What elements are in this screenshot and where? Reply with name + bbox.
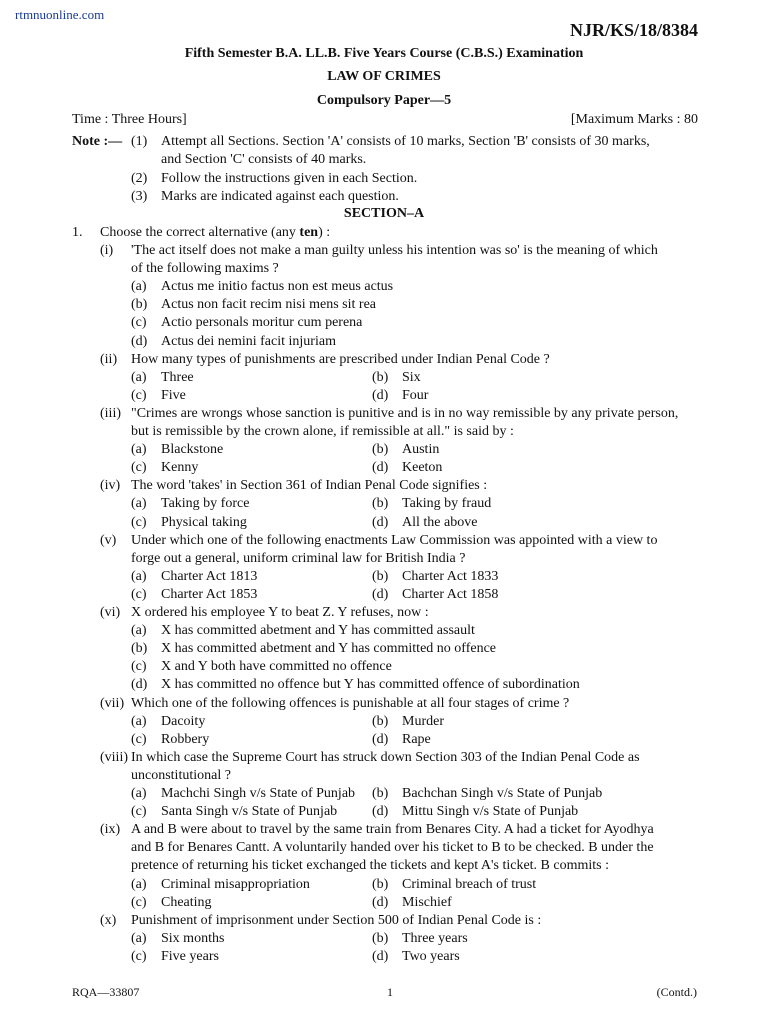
option-text: Criminal breach of trust [402, 876, 537, 892]
note-item-text: Follow the instructions given in each Section. [161, 170, 418, 186]
subquestion-text: and B for Benares Cantt. A voluntarily handed over his ticket to B to be checked. B under the [131, 840, 654, 856]
question-number: 1. [72, 225, 83, 240]
option-text: Physical taking [161, 514, 247, 530]
option-text: Santa Singh v/s State of Punjab [161, 804, 338, 820]
option-text: Austin [402, 442, 440, 458]
option-letter: (b) [372, 786, 389, 801]
subquestion-text: Punishment of imprisonment under Section 500 of Indian Penal Code is : [131, 912, 542, 928]
subquestion-number: (i) [100, 243, 114, 258]
option-text: X has committed abetment and Y has committed no offence [161, 641, 496, 657]
subquestion-text: unconstitutional ? [131, 767, 231, 783]
paper-code: NJR/KS/18/8384 [569, 20, 698, 40]
note-item-text: and Section 'C' consists of 40 marks. [161, 152, 367, 168]
section-a-title: SECTION–A [343, 206, 425, 221]
option-letter: (d) [131, 333, 148, 349]
note-item-text: Attempt all Sections. Section 'A' consists of 10 marks, Section 'B' consists of 30 marks, [161, 134, 650, 149]
option-text: Mischief [402, 894, 452, 910]
option-text: Three years [402, 930, 468, 946]
option-text: Criminal misappropriation [161, 876, 310, 892]
time-label: Time : Three Hours] [72, 112, 187, 127]
option-letter: (b) [131, 641, 148, 657]
subquestion-number: (iv) [100, 478, 121, 494]
option-letter: (a) [131, 876, 147, 892]
option-text: Actus dei nemini facit injuriam [161, 333, 336, 349]
option-text: Three [161, 369, 194, 385]
option-letter: (a) [131, 713, 147, 729]
subject-title: LAW OF CRIMES [327, 69, 441, 84]
option-letter: (a) [131, 369, 147, 385]
option-letter: (c) [131, 948, 147, 964]
subquestion-text: forge out a general, uniform criminal law for British India ? [131, 550, 466, 566]
note-item-number: (3) [131, 189, 148, 205]
option-letter: (c) [131, 460, 147, 476]
option-text: Murder [402, 713, 444, 729]
option-text: Two years [402, 948, 460, 964]
note-label: Note :— [72, 134, 123, 149]
option-letter: (a) [131, 568, 147, 584]
option-letter: (d) [372, 731, 389, 747]
option-text: Actio personals moritur cum perena [161, 315, 363, 331]
option-letter: (c) [131, 659, 147, 675]
subquestion-number: (ii) [100, 351, 118, 367]
footer-code: RQA—33807 [72, 985, 140, 999]
option-text: X has committed no offence but Y has committed offence of subordination [161, 677, 580, 693]
option-letter: (b) [372, 496, 389, 512]
option-text: Charter Act 1853 [161, 586, 258, 602]
option-letter: (b) [372, 713, 389, 729]
option-letter: (b) [372, 568, 389, 584]
page-number: 1 [387, 985, 393, 999]
option-letter: (b) [372, 876, 389, 892]
option-text: Taking by fraud [402, 496, 492, 512]
option-text: Four [402, 387, 429, 403]
option-text: Mittu Singh v/s State of Punjab [402, 804, 579, 820]
option-letter: (a) [131, 623, 147, 639]
option-letter: (b) [372, 442, 389, 458]
subquestion-text: The word 'takes' in Section 361 of Indian Penal Code signifies : [131, 478, 488, 494]
subquestion-text: but is remissible by the crown alone, if remissible at all." is said by : [131, 424, 514, 439]
option-text: Five years [161, 948, 219, 964]
option-text: Actus me initio factus non est meus actus [161, 279, 394, 295]
option-text: Six [402, 369, 421, 385]
subquestion-text: pretence of returning his ticket exchanged the tickets and kept A's ticket. B commits : [131, 858, 609, 874]
option-text: Blackstone [161, 442, 224, 458]
option-letter: (a) [131, 786, 147, 801]
note-item-text: Marks are indicated against each question. [161, 189, 399, 205]
option-text: Keeton [402, 460, 443, 476]
subquestion-text: How many types of punishments are prescribed under Indian Penal Code ? [131, 351, 550, 367]
option-text: Dacoity [161, 713, 206, 729]
option-text: X has committed abetment and Y has committed assault [161, 623, 475, 639]
option-text: Charter Act 1858 [402, 586, 499, 602]
option-letter: (a) [131, 279, 147, 295]
option-letter: (b) [372, 930, 389, 946]
option-text: Rape [402, 731, 431, 747]
subquestion-number: (vii) [100, 695, 125, 711]
option-letter: (c) [131, 586, 147, 602]
exam-title: Fifth Semester B.A. LL.B. Five Years Course (C.B.S.) Examination [184, 46, 584, 61]
subquestion-text: Under which one of the following enactments Law Commission was appointed with a view to [131, 532, 658, 548]
subquestion-number: (iii) [100, 405, 121, 421]
question-instruction: Choose the correct alternative (any ten) : [100, 225, 331, 240]
option-letter: (d) [372, 514, 389, 530]
subquestion-text: 'The act itself does not make a man guilty unless his intention was so' is the meaning of which [131, 243, 658, 258]
option-letter: (d) [372, 948, 389, 964]
note-item-number: (2) [131, 170, 148, 186]
subquestion-number: (viii) [100, 749, 128, 765]
option-letter: (d) [131, 677, 148, 693]
paper-title: Compulsory Paper—5 [316, 93, 452, 108]
note-item-number: (1) [131, 134, 148, 149]
option-letter: (a) [131, 442, 147, 458]
option-letter: (a) [131, 930, 147, 946]
option-text: Six months [161, 930, 225, 946]
max-marks-label: [Maximum Marks : 80 [570, 112, 698, 127]
option-letter: (d) [372, 460, 389, 476]
subquestion-text: A and B were about to travel by the same train from Benares City. A had a ticket for Ayodhya [131, 822, 654, 838]
option-letter: (a) [131, 496, 147, 512]
subquestion-number: (x) [100, 912, 117, 928]
subquestion-text: "Crimes are wrongs whose sanction is punitive and is in no way remissible by any private person, [131, 405, 679, 421]
option-letter: (c) [131, 731, 147, 747]
subquestion-text: In which case the Supreme Court has struck down Section 303 of the Indian Penal Code as [131, 749, 640, 765]
option-text: Taking by force [161, 496, 250, 512]
option-text: Robbery [161, 731, 210, 747]
option-text: Five [161, 387, 186, 403]
option-text: X and Y both have committed no offence [161, 659, 392, 675]
option-letter: (d) [372, 894, 389, 910]
option-letter: (c) [131, 387, 147, 403]
option-text: Kenny [161, 460, 199, 476]
website-link[interactable]: rtmnuonline.com [15, 7, 105, 22]
option-letter: (c) [131, 894, 147, 910]
option-letter: (b) [372, 369, 389, 385]
option-letter: (d) [372, 804, 389, 820]
subquestion-text: Which one of the following offences is punishable at all four stages of crime ? [131, 695, 570, 711]
option-text: All the above [402, 514, 478, 530]
option-text: Machchi Singh v/s State of Punjab [161, 786, 356, 801]
option-letter: (c) [131, 514, 147, 530]
option-letter: (c) [131, 804, 147, 820]
option-letter: (b) [131, 297, 148, 313]
subquestion-number: (vi) [100, 605, 121, 620]
option-letter: (d) [372, 586, 389, 602]
option-letter: (c) [131, 315, 147, 331]
subquestion-number: (ix) [100, 822, 121, 838]
subquestion-number: (v) [100, 532, 117, 548]
option-text: Charter Act 1833 [402, 568, 499, 584]
option-text: Bachchan Singh v/s State of Punjab [402, 786, 603, 801]
option-letter: (d) [372, 387, 389, 403]
subquestion-text: X ordered his employee Y to beat Z. Y refuses, now : [131, 605, 429, 620]
option-text: Cheating [161, 894, 212, 910]
subquestion-text: of the following maxims ? [131, 261, 279, 277]
option-text: Charter Act 1813 [161, 568, 258, 584]
option-text: Actus non facit recim nisi mens sit rea [161, 297, 376, 313]
contd-label: (Contd.) [656, 985, 697, 999]
